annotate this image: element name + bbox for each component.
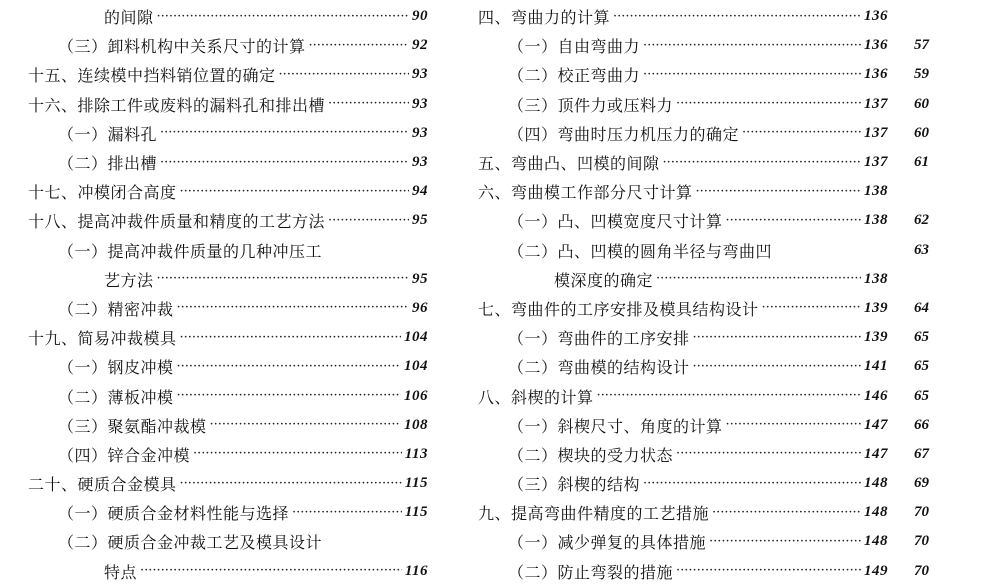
toc-dot-leader [712,504,861,522]
toc-entry-page: 137 [864,154,888,171]
toc-entry-page: 93 [412,66,428,83]
toc-entry [28,381,428,410]
toc-dot-leader [597,387,861,405]
margin-page-number: 65 [914,329,929,346]
toc-dot-leader [696,183,861,201]
toc-entry [28,90,428,119]
toc-entry-title: 特点 [104,562,138,582]
toc-dot-leader [709,533,861,551]
toc-entry-title: 四、弯曲力的计算 [478,8,611,28]
toc-entry-page: 149 [864,562,888,579]
toc-entry-page: 136 [864,8,888,25]
toc-entry-page: 148 [864,504,888,521]
toc-entry-page: 94 [412,183,428,200]
toc-entry [28,469,428,498]
toc-entry-title: （一）提高冲裁件质量的几种冲压工 [58,241,323,261]
toc-dot-leader [676,445,861,463]
margin-page-number [914,2,964,31]
margin-page-number: 61 [914,154,929,171]
toc-entry-title: （二）弯曲模的结构设计 [508,358,690,378]
toc-entry-title: 六、弯曲模工作部分尺寸计算 [478,183,693,203]
toc-entry-title: 五、弯曲凸、凹模的间隙 [478,154,660,174]
toc-entry [478,265,888,294]
toc-entry-page: 141 [864,358,888,375]
toc-entry [478,148,888,177]
toc-entry-page: 116 [404,562,428,579]
toc-entry-title: （二）校正弯曲力 [508,66,641,86]
toc-entry-page: 148 [864,475,888,492]
toc-entry [478,440,888,469]
margin-page-number: 66 [914,416,929,433]
toc-dot-leader [140,562,402,580]
toc-entry-page: 108 [404,416,428,433]
toc-entry-title: 模深度的确定 [554,270,654,290]
toc-dot-leader [177,358,401,376]
toc-entry-title: （一）减少弹复的具体措施 [508,533,707,553]
toc-entry-page: 104 [404,329,428,346]
toc-entry [478,236,888,265]
toc-entry-page: 92 [412,37,428,54]
toc-entry-page: 136 [864,37,888,54]
toc-entry [28,2,428,31]
toc-dot-leader [210,416,401,434]
toc-entry-title: （一）弯曲件的工序安排 [508,329,690,349]
toc-entry [478,31,888,60]
margin-page-number: 65 [914,358,929,375]
toc-dot-leader [693,329,861,347]
margin-page-number: 65 [914,387,929,404]
toc-dot-leader [643,66,861,84]
toc-entry-page: 148 [864,533,888,550]
toc-entry [478,557,888,586]
toc-entry-title: （一）漏料孔 [58,124,158,144]
toc-entry-title: 十八、提高冲裁件质量和精度的工艺方法 [28,212,326,232]
toc-entry [478,323,888,352]
toc-entry-title: （三）斜楔的结构 [508,475,641,495]
toc-entry-title: （一）硬质合金材料性能与选择 [58,504,290,524]
margin-page-number: 60 [914,124,929,141]
toc-entry-title: 十六、排除工件或废料的漏料孔和排出槽 [28,95,326,115]
toc-entry-page: 115 [404,504,428,521]
toc-entry-page: 138 [864,270,888,287]
toc-dot-leader [613,8,861,26]
toc-entry [478,352,888,381]
toc-entry-page: 96 [412,299,428,316]
toc-entry-page: 147 [864,445,888,462]
toc-entry-page: 137 [864,95,888,112]
margin-page-number: 60 [914,95,929,112]
toc-entry-title: （二）精密冲裁 [58,299,174,319]
toc-entry [28,294,428,323]
toc-entry-title: （一）钢皮冲模 [58,358,174,378]
margin-page-numbers [914,2,964,586]
toc-entry-title: （四）弯曲时压力机压力的确定 [508,124,740,144]
toc-entry [28,60,428,89]
toc-entry-title: （二）排出槽 [58,154,158,174]
toc-entry [28,527,428,556]
toc-entry [28,265,428,294]
toc-entry-title: 十七、冲模闭合高度 [28,183,177,203]
toc-dot-leader [177,299,409,317]
toc-dot-leader [643,475,861,493]
toc-dot-leader [177,387,401,405]
toc-entry [28,31,428,60]
toc-entry-page: 106 [404,387,428,404]
toc-dot-leader [157,8,409,26]
toc-entry [28,440,428,469]
margin-page-number: 63 [914,241,929,258]
toc-entry-title: 的间隙 [104,8,154,28]
toc-entry [478,294,888,323]
toc-entry-page: 115 [404,475,428,492]
toc-entry-page: 137 [864,124,888,141]
toc-entry-page: 138 [864,183,888,200]
toc-entry-title: （四）锌合金冲模 [58,445,191,465]
toc-entry [478,498,888,527]
toc-entry [28,177,428,206]
toc-dot-leader [309,37,409,55]
toc-dot-leader [643,37,861,55]
margin-page-number: 59 [914,66,929,83]
toc-entry-title: （三）卸料机构中关系尺寸的计算 [58,37,306,57]
toc-entry-title: （三）顶件力或压料力 [508,95,674,115]
toc-entry-title: 九、提高弯曲件精度的工艺措施 [478,504,710,524]
toc-dot-leader [726,416,861,434]
toc-entry-title: 十五、连续模中挡料销位置的确定 [28,66,276,86]
toc-entry-page: 93 [412,95,428,112]
margin-page-number [914,177,964,206]
toc-entry [478,381,888,410]
toc-dot-leader [656,270,861,288]
toc-entry [478,119,888,148]
toc-entry-title: （一）斜楔尺寸、角度的计算 [508,416,723,436]
toc-dot-leader [279,66,409,84]
margin-page-number: 70 [914,562,929,579]
toc-dot-leader [180,475,402,493]
toc-dot-leader [160,124,409,142]
toc-entry-title: 八、斜楔的计算 [478,387,594,407]
toc-entry-page: 104 [404,358,428,375]
toc-dot-leader [762,299,861,317]
margin-page-number: 70 [914,533,929,550]
toc-dot-leader [157,270,409,288]
toc-entry [478,177,888,206]
toc-dot-leader [180,183,409,201]
toc-entry [28,411,428,440]
toc-entry-title: （二）薄板冲模 [58,387,174,407]
toc-dot-leader [193,445,402,463]
toc-dot-leader [726,212,861,230]
toc-entry-page: 147 [864,416,888,433]
toc-dot-leader [693,358,861,376]
toc-entry [28,148,428,177]
toc-entry [28,498,428,527]
toc-right-column [478,2,888,586]
toc-entry [478,411,888,440]
toc-entry-title: （二）楔块的受力状态 [508,445,674,465]
toc-dot-leader [676,562,861,580]
toc-dot-leader [160,154,409,172]
margin-page-number: 64 [914,299,929,316]
margin-page-number: 70 [914,504,929,521]
toc-dot-leader [742,124,861,142]
toc-entry-page: 139 [864,329,888,346]
toc-entry-title: （三）聚氨酯冲裁模 [58,416,207,436]
toc-entry [28,557,428,586]
toc-dot-leader [663,154,861,172]
toc-entry [478,527,888,556]
toc-entry-title: 艺方法 [104,270,154,290]
toc-entry [28,236,428,265]
toc-entry [28,352,428,381]
toc-dot-leader [328,212,409,230]
toc-entry [28,206,428,235]
toc-entry-title: （二）凸、凹模的圆角半径与弯曲凹 [508,241,773,261]
toc-entry [478,2,888,31]
toc-dot-leader [676,95,861,113]
toc-entry-page: 113 [404,445,428,462]
toc-entry-page: 95 [412,212,428,229]
toc-entry [478,60,888,89]
toc-entry-title: 十九、简易冲裁模具 [28,329,177,349]
toc-entry [478,206,888,235]
toc-entry [28,323,428,352]
margin-page-number: 62 [914,212,929,229]
toc-entry-title: （二）硬质合金冲裁工艺及模具设计 [58,533,323,553]
toc-entry-title: 二十、硬质合金模具 [28,475,177,495]
toc-entry-title: （二）防止弯裂的措施 [508,562,674,582]
toc-entry [478,90,888,119]
toc-entry-page: 95 [412,270,428,287]
toc-dot-leader [292,504,402,522]
toc-entry-page: 138 [864,212,888,229]
toc-entry-page: 93 [412,154,428,171]
margin-page-number: 57 [914,37,929,54]
toc-entry-title: 七、弯曲件的工序安排及模具结构设计 [478,299,759,319]
toc-entry-title: （一）凸、凹模宽度尺寸计算 [508,212,723,232]
toc-entry-page: 139 [864,299,888,316]
toc-entry-page: 146 [864,387,888,404]
margin-page-number [914,265,964,294]
toc-left-column [28,2,428,586]
toc-dot-leader [180,329,401,347]
toc-entry [28,119,428,148]
toc-entry [478,469,888,498]
toc-entry-page: 90 [412,8,428,25]
toc-entry-page: 93 [412,124,428,141]
toc-dot-leader [328,95,409,113]
toc-entry-page: 136 [864,66,888,83]
margin-page-number: 69 [914,475,929,492]
toc-entry-title: （一）自由弯曲力 [508,37,641,57]
margin-page-number: 67 [914,445,929,462]
